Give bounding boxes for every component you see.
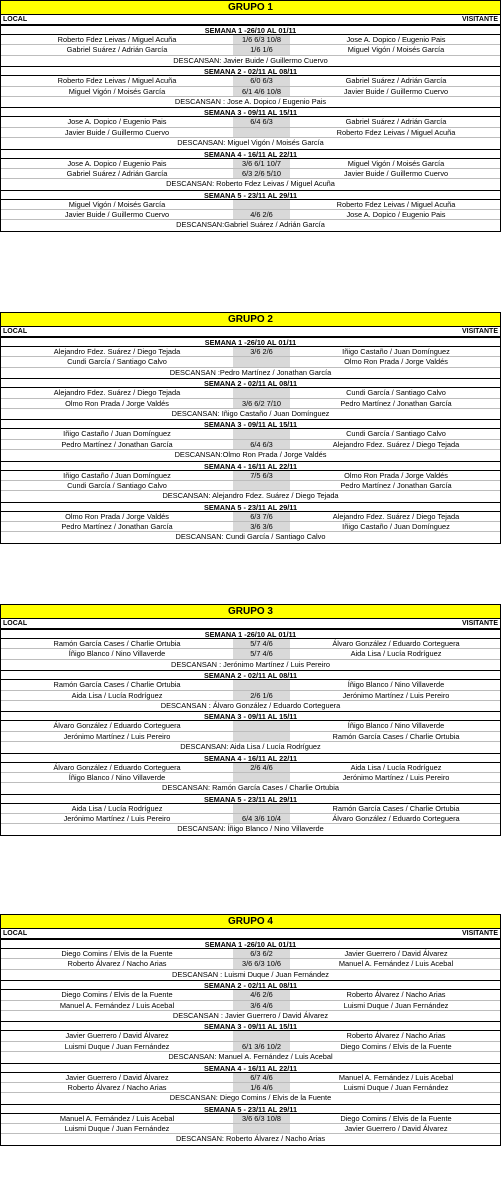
match-row (1, 399, 500, 409)
visitor-label: VISITANTE (461, 328, 498, 335)
home-team: Gabriel Suárez / Adrián García (66, 45, 168, 55)
resting-pair: DESCANSAN : Luismi Duque / Juan Fernández (172, 969, 329, 979)
away-team: Miguel Vigón / Moisés García (347, 45, 445, 55)
match-row (1, 1042, 500, 1052)
column-headers (1, 929, 500, 939)
away-team: Olmo Ron Prada / Jorge Valdés (344, 470, 448, 480)
home-team: Jerónimo Martínez / Luis Pereiro (63, 731, 171, 741)
match-score (233, 1031, 290, 1040)
match-score (233, 388, 290, 397)
match-row (1, 45, 500, 55)
group-table (0, 604, 501, 836)
match-row (1, 347, 500, 357)
away-team: Gabriel Suárez / Adrián García (345, 76, 447, 86)
match-row (1, 949, 500, 959)
local-label: LOCAL (3, 328, 28, 335)
match-score: 3/6 2/6 (233, 347, 290, 356)
week-header: SEMANA 3 - 09/11 AL 15/11 (1, 419, 500, 429)
match-row (1, 471, 500, 481)
match-score (233, 721, 290, 730)
away-team: Aida Lisa / Lucía Rodríguez (350, 649, 442, 659)
away-team: Diego Comins / Elvis de la Fuente (340, 1113, 452, 1123)
match-row (1, 763, 500, 773)
resting-pair: DESCANSAN: Roberto Fdez Leivas / Miguel Acuña (166, 179, 335, 189)
match-score (233, 732, 290, 741)
match-score: 6/4 6/3 (233, 117, 290, 126)
away-team: Manuel A. Fernández / Luis Acebal (338, 959, 454, 969)
home-team: Luismi Duque / Juan Fernández (64, 1124, 170, 1134)
away-team: Íñigo Blanco / Nino Villaverde (347, 680, 445, 690)
match-row (1, 440, 500, 450)
match-score: 6/7 4/6 (233, 1073, 290, 1082)
resting-pair: DESCANSAN: Alejandro Fdez. Suárez / Diego Tejada (162, 491, 339, 501)
match-score: 6/3 6/2 (233, 949, 290, 958)
home-team: Olmo Ron Prada / Jorge Valdés (65, 511, 169, 521)
match-score: 7/5 6/3 (233, 471, 290, 480)
resting-pair: DESCANSAN : Álvaro González / Eduardo Corteguera (160, 700, 341, 710)
match-score: 5/7 4/6 (233, 649, 290, 658)
match-row (1, 169, 500, 179)
home-team: Jose A. Dopico / Eugenio Pais (67, 117, 167, 127)
match-row (1, 388, 500, 398)
resting-pair: DESCANSAN: Cundi García / Santiago Calvo (175, 532, 326, 542)
resting-pair: DESCANSAN:Gabriel Suárez / Adrián García (176, 220, 325, 230)
resting-pair: DESCANSAN: Aida Lisa / Lucía Rodríguez (180, 742, 321, 752)
match-score (233, 481, 290, 490)
match-score: 6/4 6/3 (233, 440, 290, 449)
home-team: Javier Buide / Guillermo Cuervo (64, 127, 170, 137)
home-team: Alejandro Fdez. Suárez / Diego Tejada (53, 347, 181, 356)
match-row (1, 1031, 500, 1041)
group-title: GRUPO 2 (1, 313, 500, 327)
home-team: Luismi Duque / Juan Fernández (64, 1041, 170, 1051)
match-row (1, 649, 500, 659)
week-header: SEMANA 3 - 09/11 AL 15/11 (1, 107, 500, 117)
match-row (1, 732, 500, 742)
match-row (1, 804, 500, 814)
match-row (1, 512, 500, 522)
home-team: Miguel Vigón / Moisés García (68, 199, 166, 209)
home-team: Ramón García Cases / Charlie Ortubia (53, 680, 181, 690)
away-team: Diego Comins / Elvis de la Fuente (340, 1041, 452, 1051)
match-row (1, 76, 500, 86)
home-team: Gabriel Suárez / Adrián García (66, 168, 168, 178)
away-team: Jerónimo Martínez / Luis Pereiro (342, 772, 450, 782)
home-team: Manuel A. Fernández / Luis Acebal (59, 1113, 175, 1123)
resting-pair: DESCANSAN: Manuel A. Fernández / Luis Acebal (168, 1052, 333, 1062)
home-team: Álvaro González / Eduardo Corteguera (53, 762, 181, 772)
away-team: Miguel Vigón / Moisés García (347, 158, 445, 168)
resting-pair: DESCANSAN: Javier Buide / Guillermo Cuervo (173, 55, 328, 65)
away-team: Gabriel Suárez / Adrián García (345, 117, 447, 127)
away-team: Jose A. Dopico / Eugenio Pais (346, 35, 446, 44)
home-team: Javier Guerrero / David Álvarez (65, 1072, 169, 1082)
away-team: Álvaro González / Eduardo Corteguera (332, 814, 460, 824)
away-team: Aida Lisa / Lucía Rodríguez (350, 762, 442, 772)
away-team: Cundi García / Santiago Calvo (346, 388, 446, 398)
home-team: Roberto Fdez Leivas / Miguel Acuña (57, 76, 177, 86)
match-score: 3/6 6/1 10/7 (233, 159, 290, 168)
match-row (1, 639, 500, 649)
match-row (1, 357, 500, 367)
match-score: 1/6 6/3 10/8 (233, 35, 290, 44)
group-title: GRUPO 3 (1, 605, 500, 619)
home-team: Manuel A. Fernández / Luis Acebal (59, 1000, 175, 1010)
local-label: LOCAL (3, 930, 28, 937)
home-team: Alejandro Fdez. Suárez / Diego Tejada (53, 388, 181, 398)
away-team: Roberto Álvarez / Nacho Arias (346, 1031, 446, 1041)
away-team: Alejandro Fdez. Suárez / Diego Tejada (332, 511, 460, 521)
resting-pair: DESCANSAN: Íñigo Blanco / Nino Villaverde (177, 824, 324, 834)
match-score: 4/6 2/6 (233, 990, 290, 999)
column-headers (1, 619, 500, 629)
home-team: Cundi García / Santiago Calvo (67, 480, 167, 490)
away-team: Íñigo Blanco / Nino Villaverde (347, 721, 445, 731)
week-header: SEMANA 1 -26/10 AL 01/11 (1, 939, 500, 949)
home-team: Pedro Martínez / Jonathan García (61, 522, 173, 532)
visitor-label: VISITANTE (461, 930, 498, 937)
home-team: Iñigo Castaño / Juan Domínguez (63, 470, 171, 480)
group-table (0, 914, 501, 1146)
resting-pair: DESCANSAN: Diego Comins / Elvis de la Fuente (169, 1093, 332, 1103)
match-score (233, 128, 290, 137)
away-team: Alejandro Fdez. Suárez / Diego Tejada (332, 439, 460, 449)
group-title: GRUPO 1 (1, 1, 500, 15)
group-table (0, 312, 501, 544)
home-team: Javier Buide / Guillermo Cuervo (64, 210, 170, 220)
match-row (1, 691, 500, 701)
resting-pair: DESCANSAN: Roberto Álvarez / Nacho Arias (175, 1134, 326, 1144)
home-team: Íñigo Blanco / Nino Villaverde (68, 772, 166, 782)
home-team: Miguel Vigón / Moisés García (68, 86, 166, 96)
home-team: Cundi García / Santiago Calvo (67, 357, 167, 367)
match-row (1, 117, 500, 127)
away-team: Roberto Fdez Leivas / Miguel Acuña (336, 199, 456, 209)
match-row (1, 200, 500, 210)
home-team: Aida Lisa / Lucía Rodríguez (71, 690, 163, 700)
away-team: Cundi García / Santiago Calvo (346, 429, 446, 439)
away-team: Iñigo Castaño / Juan Domínguez (342, 522, 450, 532)
home-team: Iñigo Castaño / Juan Domínguez (63, 429, 171, 439)
away-team: Luismi Duque / Juan Fernández (343, 1082, 449, 1092)
match-row (1, 87, 500, 97)
home-team: Aida Lisa / Lucía Rodríguez (71, 803, 163, 813)
week-header: SEMANA 3 - 09/11 AL 15/11 (1, 711, 500, 721)
match-score: 3/6 6/3 10/6 (233, 959, 290, 968)
visitor-label: VISITANTE (461, 16, 498, 23)
home-team: Javier Guerrero / David Álvarez (65, 1031, 169, 1041)
home-team: Álvaro González / Eduardo Corteguera (53, 721, 181, 731)
match-score (233, 1124, 290, 1133)
match-row (1, 35, 500, 45)
away-team: Roberto Álvarez / Nacho Arias (346, 990, 446, 1000)
resting-pair: DESCANSAN: Iñigo Castaño / Juan Domínguez (171, 408, 330, 418)
resting-pair: DESCANSAN : Jerónimo Martínez / Luis Pereiro (171, 659, 330, 669)
week-header: SEMANA 2 - 02/11 AL 08/11 (1, 66, 500, 76)
home-team: Roberto Álvarez / Nacho Arias (67, 1082, 167, 1092)
away-team: Ramón García Cases / Charlie Ortubia (332, 803, 460, 813)
home-team: Jerónimo Martínez / Luis Pereiro (63, 814, 171, 824)
match-score: 6/3 2/6 5/10 (233, 169, 290, 178)
resting-pair: DESCANSAN : Javier Guerrero / David Álvarez (172, 1010, 329, 1020)
week-header: SEMANA 1 -26/10 AL 01/11 (1, 337, 500, 347)
resting-pair: DESCANSAN: Ramón García Cases / Charlie Ortubia (161, 783, 340, 793)
home-team: Íñigo Blanco / Nino Villaverde (68, 649, 166, 659)
week-header: SEMANA 4 - 16/11 AL 22/11 (1, 461, 500, 471)
match-score (233, 804, 290, 813)
column-headers (1, 15, 500, 25)
week-header: SEMANA 5 - 23/11 AL 29/11 (1, 190, 500, 200)
match-row (1, 1073, 500, 1083)
week-header: SEMANA 5 - 23/11 AL 29/11 (1, 794, 500, 804)
match-score (233, 680, 290, 689)
week-header: SEMANA 2 - 02/11 AL 08/11 (1, 378, 500, 388)
match-row (1, 210, 500, 220)
match-score (233, 357, 290, 366)
match-row (1, 1083, 500, 1093)
match-row (1, 990, 500, 1000)
local-label: LOCAL (3, 620, 28, 627)
away-team: Jerónimo Martínez / Luis Pereiro (342, 690, 450, 700)
home-team: Olmo Ron Prada / Jorge Valdés (65, 398, 169, 408)
match-row (1, 1001, 500, 1011)
match-score: 3/6 3/6 (233, 522, 290, 531)
match-row (1, 680, 500, 690)
week-header: SEMANA 4 - 16/11 AL 22/11 (1, 753, 500, 763)
away-team: Pedro Martínez / Jonathan García (340, 480, 452, 490)
home-team: Diego Comins / Elvis de la Fuente (61, 990, 173, 1000)
away-team: Javier Guerrero / David Álvarez (344, 1124, 448, 1134)
match-score: 6/4 3/6 10/4 (233, 814, 290, 823)
match-score: 2/6 1/6 (233, 691, 290, 700)
resting-pair: DESCANSAN:Olmo Ron Prada / Jorge Valdés (174, 450, 327, 460)
match-score (233, 773, 290, 782)
week-header: SEMANA 2 - 02/11 AL 08/11 (1, 980, 500, 990)
away-team: Javier Buide / Guillermo Cuervo (343, 86, 449, 96)
group-table (0, 0, 501, 232)
away-team: Iñigo Castaño / Juan Domínguez (342, 347, 450, 356)
home-team: Roberto Álvarez / Nacho Arias (67, 959, 167, 969)
match-score (233, 429, 290, 438)
match-score: 1/6 4/6 (233, 1083, 290, 1092)
match-row (1, 959, 500, 969)
match-score (233, 200, 290, 209)
match-score: 6/1 4/6 10/8 (233, 87, 290, 96)
group-title: GRUPO 4 (1, 915, 500, 929)
away-team: Jose A. Dopico / Eugenio Pais (346, 210, 446, 220)
week-header: SEMANA 5 - 23/11 AL 29/11 (1, 1104, 500, 1114)
column-headers (1, 327, 500, 337)
resting-pair: DESCANSAN: Miguel Vigón / Moisés García (177, 138, 324, 148)
match-row (1, 721, 500, 731)
match-score: 3/6 6/2 7/10 (233, 399, 290, 408)
week-header: SEMANA 1 -26/10 AL 01/11 (1, 25, 500, 35)
home-team: Roberto Fdez Leivas / Miguel Acuña (57, 35, 177, 44)
match-score: 6/1 3/6 10/2 (233, 1042, 290, 1051)
resting-pair: DESCANSAN : Jose A. Dopico / Eugenio Pais (174, 96, 327, 106)
match-score: 3/6 6/3 10/8 (233, 1114, 290, 1123)
match-score: 6/3 7/6 (233, 512, 290, 521)
visitor-label: VISITANTE (461, 620, 498, 627)
match-score: 4/6 2/6 (233, 210, 290, 219)
week-header: SEMANA 3 - 09/11 AL 15/11 (1, 1021, 500, 1031)
away-team: Luismi Duque / Juan Fernández (343, 1000, 449, 1010)
week-header: SEMANA 4 - 16/11 AL 22/11 (1, 1063, 500, 1073)
match-row (1, 128, 500, 138)
match-score: 3/6 4/6 (233, 1001, 290, 1010)
match-score: 6/0 6/3 (233, 76, 290, 85)
match-row (1, 522, 500, 532)
home-team: Diego Comins / Elvis de la Fuente (61, 949, 173, 958)
match-row (1, 429, 500, 439)
match-score: 2/6 4/6 (233, 763, 290, 772)
match-row (1, 814, 500, 824)
match-row (1, 481, 500, 491)
away-team: Roberto Fdez Leivas / Miguel Acuña (336, 127, 456, 137)
home-team: Jose A. Dopico / Eugenio Pais (67, 158, 167, 168)
match-row (1, 773, 500, 783)
away-team: Olmo Ron Prada / Jorge Valdés (344, 357, 448, 367)
match-row (1, 1124, 500, 1134)
match-row (1, 159, 500, 169)
match-score: 5/7 4/6 (233, 639, 290, 648)
home-team: Pedro Martínez / Jonathan García (61, 439, 173, 449)
week-header: SEMANA 4 - 16/11 AL 22/11 (1, 149, 500, 159)
local-label: LOCAL (3, 16, 28, 23)
week-header: SEMANA 5 - 23/11 AL 29/11 (1, 502, 500, 512)
week-header: SEMANA 2 - 02/11 AL 08/11 (1, 670, 500, 680)
away-team: Álvaro González / Eduardo Corteguera (332, 639, 460, 648)
away-team: Ramón García Cases / Charlie Ortubia (332, 731, 460, 741)
away-team: Pedro Martínez / Jonathan García (340, 398, 452, 408)
away-team: Manuel A. Fernández / Luis Acebal (338, 1072, 454, 1082)
match-row (1, 1114, 500, 1124)
resting-pair: DESCANSAN :Pedro Martínez / Jonathan García (169, 367, 332, 377)
week-header: SEMANA 1 -26/10 AL 01/11 (1, 629, 500, 639)
home-team: Ramón García Cases / Charlie Ortubia (53, 639, 181, 648)
away-team: Javier Buide / Guillermo Cuervo (343, 168, 449, 178)
away-team: Javier Guerrero / David Álvarez (344, 949, 448, 958)
match-score: 1/6 1/6 (233, 45, 290, 54)
